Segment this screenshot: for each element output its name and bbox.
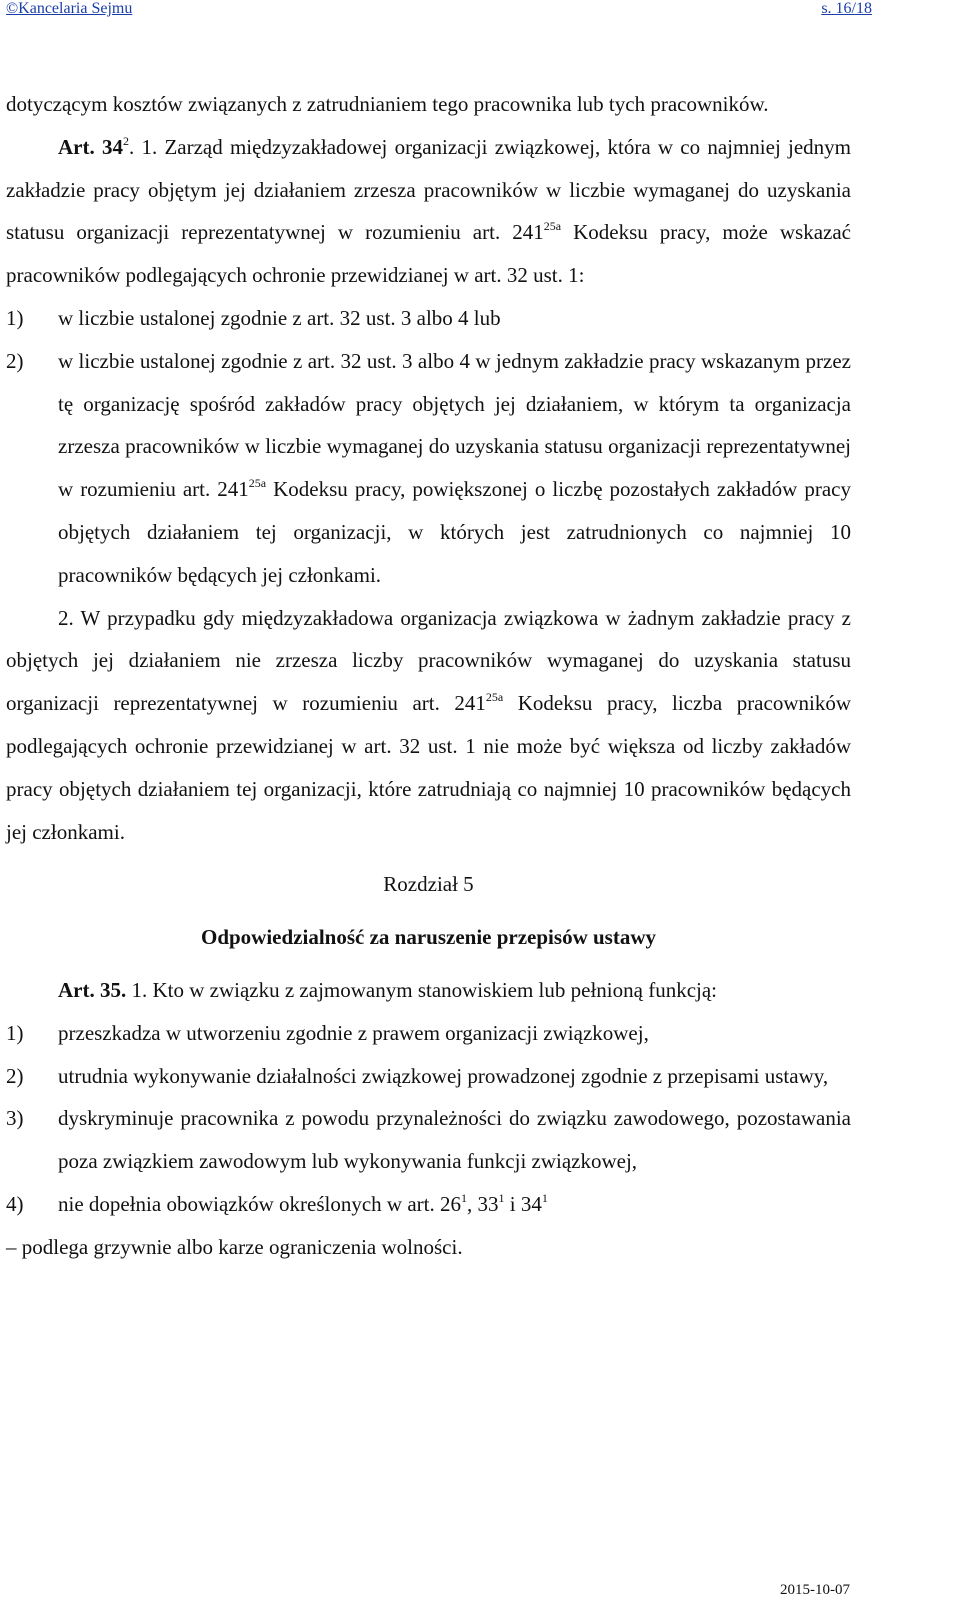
- document-content: [6, 83, 851, 1269]
- art34-paragraph-1: [6, 126, 851, 297]
- art34-superscript: 2: [122, 133, 129, 148]
- art35-p1-text: 1. Kto w związku z zajmowanym stanowiskiem lub pełnioną funkcją:: [126, 977, 718, 1002]
- art34-p1-sup: 25a: [543, 219, 562, 234]
- chapter-number: Rozdział 5: [383, 872, 474, 897]
- art35-item-4-sup-3: 1: [541, 1190, 548, 1205]
- art34-p1-text-a: Zarząd międzyzakładowej organizacji związkowej, która w co najmniej jednym zakładzie pracy objętym jej działaniem zrzesza pracowników w liczbie wymaganej do uzyskania statusu organizacji reprezentatywnej w rozumieniu art. 241: [6, 134, 852, 245]
- art35-item-4: [6, 1183, 851, 1226]
- art34-p2-text-a: 2. W przypadku gdy międzyzakładowa organizacja związkowa w żadnym zakładzie pracy z objętych jej działaniem nie zrzesza liczby pracowników wymaganej do uzyskania statusu organizacji reprezentatywnej w rozumieniu art. 241: [6, 605, 851, 716]
- page-number: [821, 0, 872, 18]
- art35-label: Art. 35.: [58, 977, 127, 1002]
- art34-label: Art. 34: [58, 134, 123, 159]
- art35-item-4-sup-1: 1: [460, 1190, 467, 1205]
- art35-item-3-number: 3): [6, 1106, 24, 1131]
- art34-item-1-number: 1): [6, 305, 24, 330]
- art34-item-2-text-b: Kodeksu pracy, powiększonej o liczbę pozostałych zakładów pracy objętych działaniem tej organizacji, w których jest zatrudnionych co najmniej 10 pracowników będących jej członkami.: [58, 477, 851, 587]
- art34-p2-sup: 25a: [485, 690, 504, 705]
- art34-paragraph-2: [6, 597, 851, 854]
- art35-item-2-number: 2): [6, 1063, 24, 1088]
- intro-paragraph: dotyczącym kosztów związanych z zatrudnianiem tego pracownika lub tych pracowników.: [6, 92, 769, 116]
- art34-item-2-number: 2): [6, 348, 24, 373]
- art35-item-4-text-b: , 33: [466, 1191, 499, 1216]
- art34-p1-text-b: Kodeksu pracy, może wskazać pracowników podlegających ochronie przewidzianej w art. 32 ust. 1:: [6, 220, 851, 288]
- art35-item-1-number: 1): [6, 1020, 24, 1045]
- page-number-link[interactable]: s. 16/18: [821, 0, 872, 17]
- art34-item-2-text-a: w liczbie ustalonej zgodnie z art. 32 ust. 3 albo 4 w jednym zakładzie pracy wskazanym przez tę organizację spośród zakładów pracy objętych jej działaniem, w którym ta organizacja zrzesza pracowników w liczbie wymaganej do uzyskania statusu organizacji reprezentatywnej w rozumieniu art. 241: [58, 348, 851, 502]
- footer-date: 2015-10-07: [780, 1582, 850, 1598]
- source-link[interactable]: ©Kancelaria Sejmu: [6, 0, 133, 17]
- art35-item-3-text: dyskryminuje pracownika z powodu przynależności do związku zawodowego, pozostawania poza związkiem zawodowym lub wykonywania funkcji związkowej,: [58, 1106, 851, 1174]
- art34-item-2: [6, 340, 851, 597]
- art34-p1-number: . 1.: [128, 134, 158, 159]
- art34-item-1-text: w liczbie ustalonej zgodnie z art. 32 ust. 3 albo 4 lub: [58, 305, 501, 330]
- art35-item-1: [6, 1012, 851, 1055]
- art35-item-2-text: utrudnia wykonywanie działalności związkowej prowadzonej zgodnie z przepisami ustawy,: [58, 1063, 829, 1088]
- art34-item-2-sup: 25a: [248, 476, 267, 491]
- page-header: [0, 0, 960, 22]
- art35-item-4-text-a: nie dopełnia obowiązków określonych w art. 26: [58, 1191, 461, 1216]
- art34-p2-text-b: Kodeksu pracy, liczba pracowników podlegających ochronie przewidzianej w art. 32 ust. 1 nie może być większa od liczby zakładów pracy objętych działaniem tej organizacji, które zatrudniają co najmniej 10 pracowników będących jej członkami.: [6, 691, 851, 844]
- art35-item-1-text: przeszkadza w utworzeniu zgodnie z prawem organizacji związkowej,: [58, 1020, 649, 1045]
- art35-item-2: [6, 1055, 851, 1098]
- art35-closing: – podlega grzywnie albo karze ograniczenia wolności.: [6, 1234, 463, 1259]
- art35-item-4-number: 4): [6, 1191, 24, 1216]
- art35-paragraph-1: [6, 969, 851, 1012]
- art35-item-4-sup-2: 1: [498, 1190, 505, 1205]
- source-label: [6, 0, 132, 18]
- art34-item-1: [6, 297, 851, 340]
- art35-item-4-text-c: i 34: [504, 1191, 542, 1216]
- chapter-title: Odpowiedzialność za naruszenie przepisów ustawy: [200, 925, 656, 950]
- art35-item-3: [6, 1097, 851, 1183]
